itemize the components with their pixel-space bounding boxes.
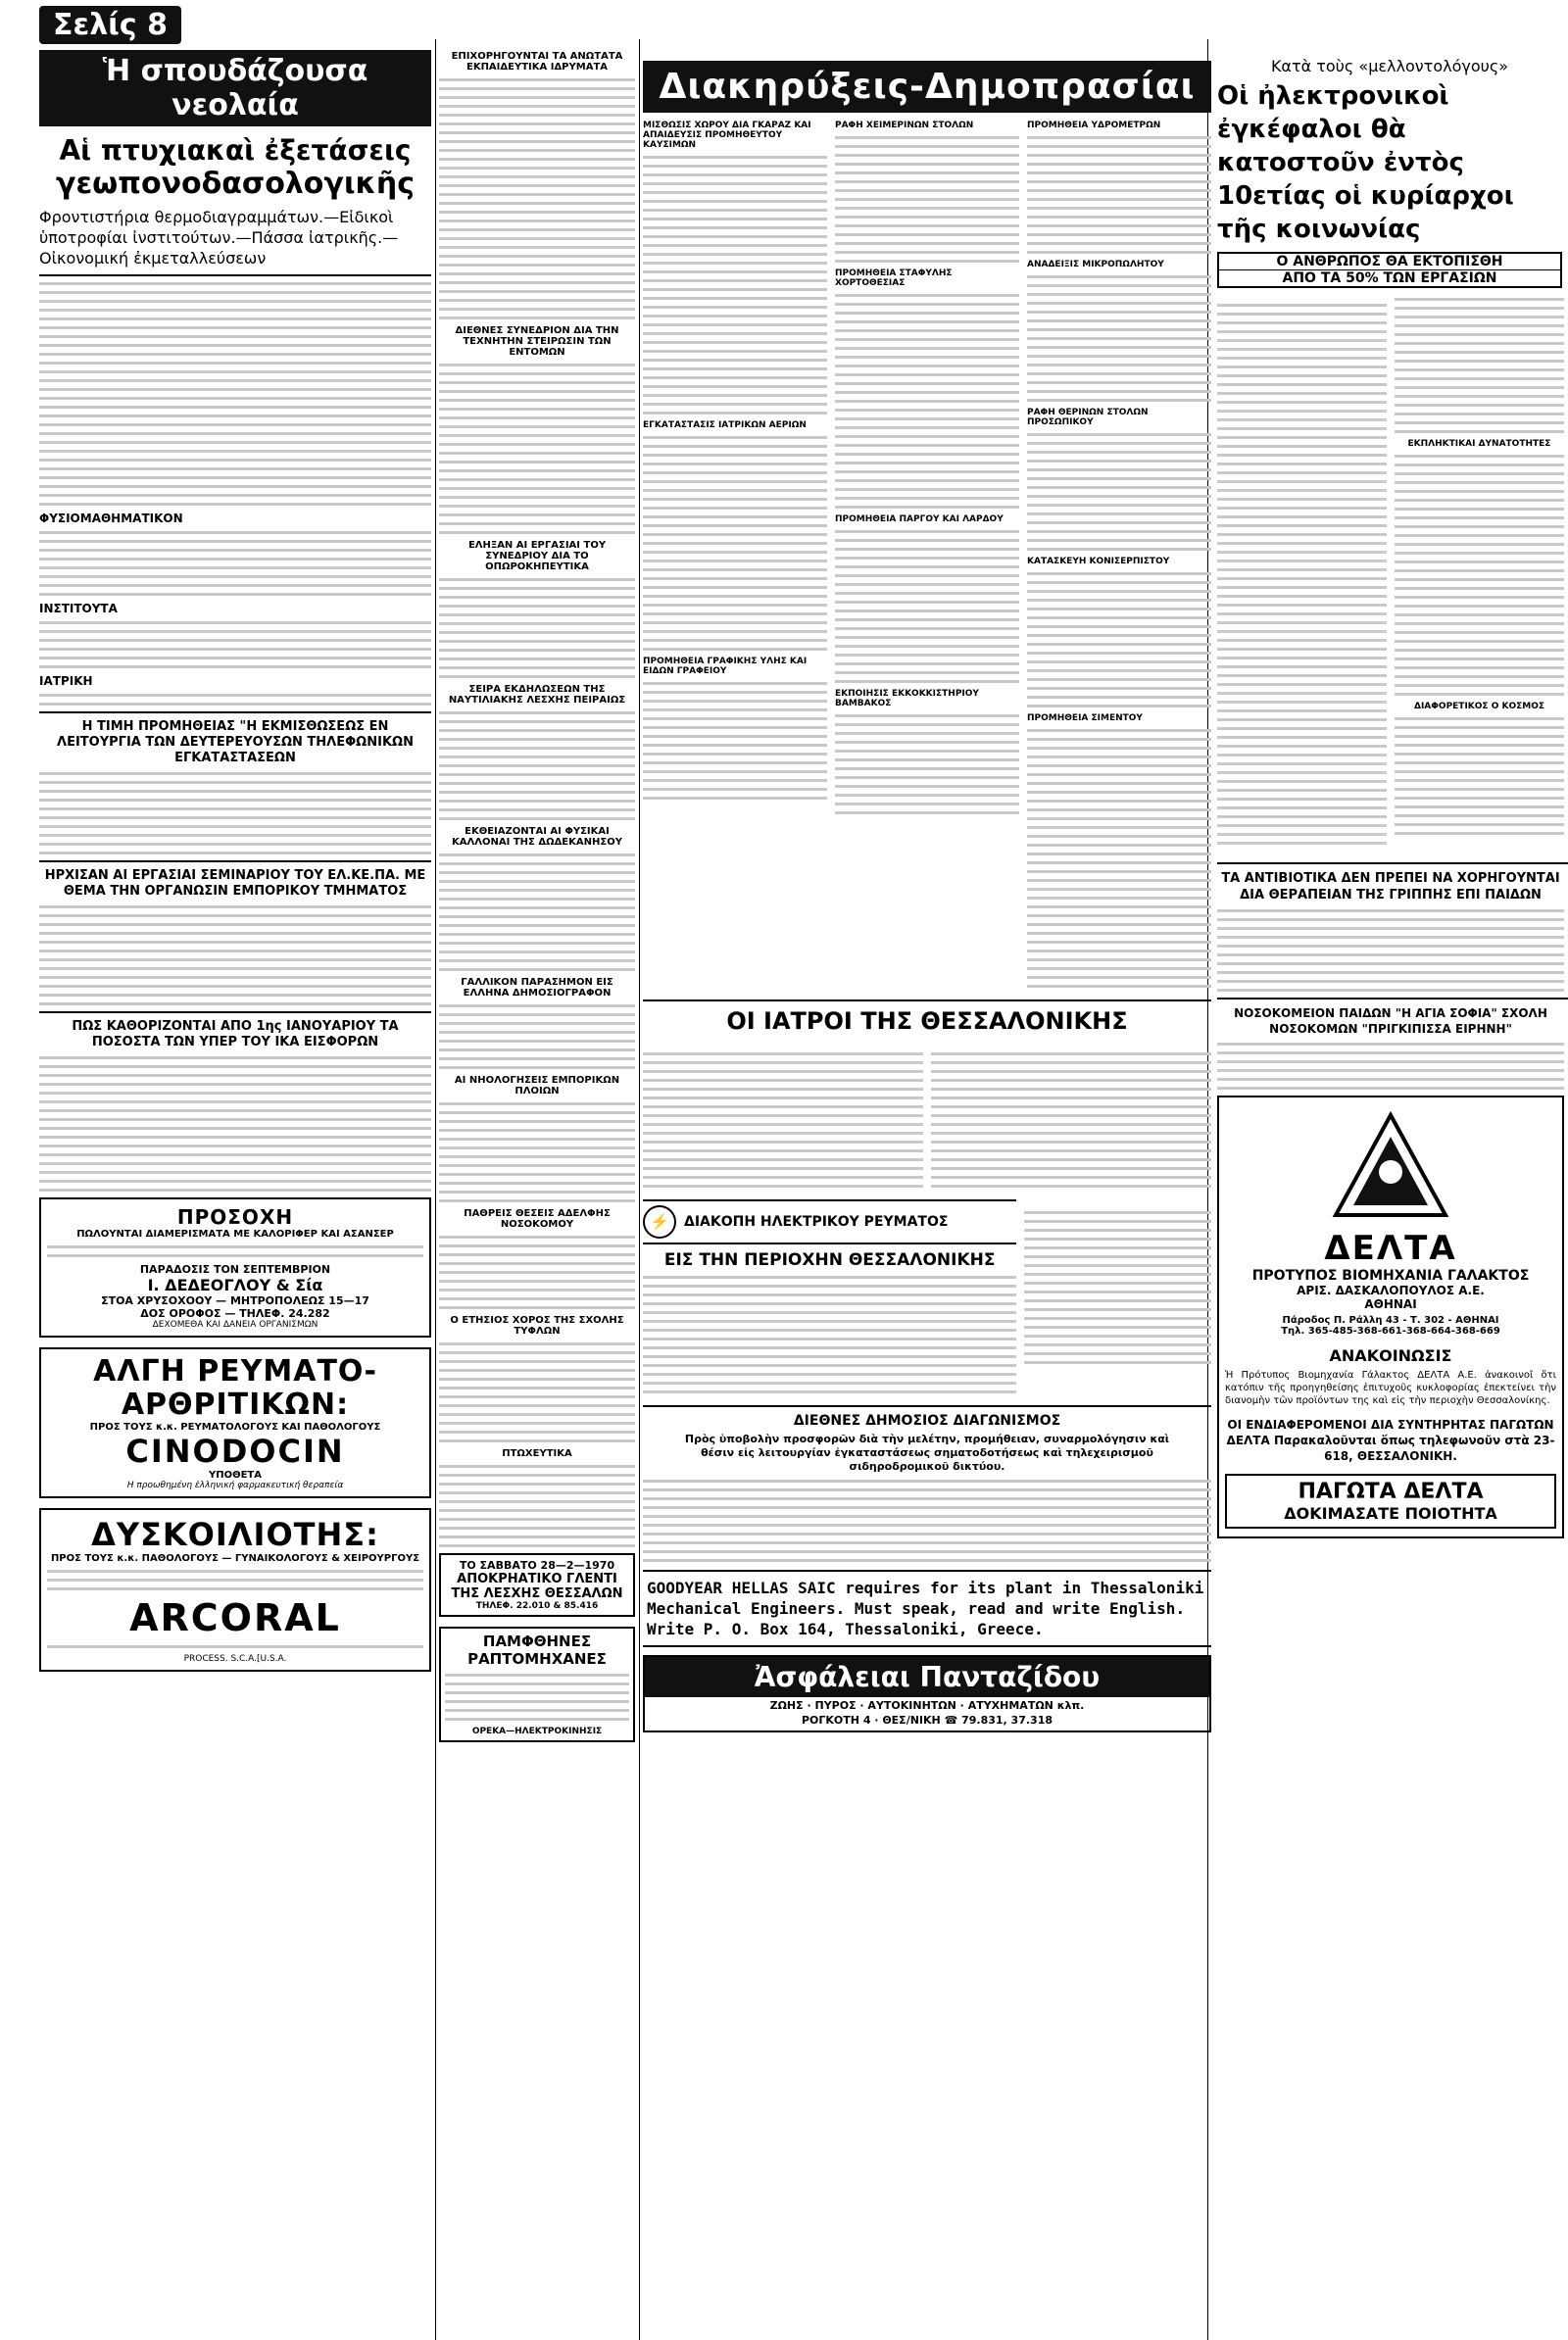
ad-dys-body xyxy=(47,1645,423,1648)
subhead-1: Ο ΑΝΘΡΩΠΟΣ ΘΑ ΕΚΤΟΠΙΣΘΗ xyxy=(1276,254,1503,269)
delta-owner: ΑΡΙΣ. ΔΑΣΚΑΛΟΠΟΥΛΟΣ Α.Ε. xyxy=(1297,1284,1485,1297)
ad-dyskoiliotis xyxy=(39,1508,431,1672)
section-title-text: Ἡ σπουδάζουσα νεολαία xyxy=(102,54,368,122)
ad-prosochi-phone: ΔΟΣ ΟΡΟΦΟΣ — ΤΗΛΕΦ. 24.282 xyxy=(140,1307,330,1320)
notice-body xyxy=(643,156,827,414)
notice-headline: ΑΝΑΔΕΙΞΙΣ ΜΙΚΡΟΠΩΛΗΤΟΥ xyxy=(1027,260,1164,269)
ad-pamfthones-body xyxy=(445,1674,629,1721)
kicker: Κατὰ τοὺς «μελλοντολόγους» xyxy=(1270,57,1509,75)
article-body xyxy=(439,1004,635,1069)
delta-footer xyxy=(1225,1474,1556,1529)
power-header xyxy=(643,1199,1016,1244)
article-body xyxy=(39,772,431,854)
power-area: ΕΙΣ ΤΗΝ ΠΕΡΙΟΧΗΝ ΘΕΣΣΑΛΟΝΙΚΗΣ xyxy=(663,1250,996,1270)
ad-pamfthones-title: ΠΑΜΦΘΗΝΕΣ ΡΑΠΤΟΜΗΧΑΝΕΣ xyxy=(467,1633,607,1668)
subheadline: Φροντιστήρια θερμοδιαγραμμάτων.—Εἰδικοὶ ὑποτροφίαι ἰνστιτούτων.—Πάσσα ἰατρικῆς.—Οἰκονομική ἐκμεταλλεύσεων xyxy=(39,208,399,268)
notice-body xyxy=(1027,136,1211,254)
column-4 xyxy=(1211,0,1568,1548)
ad-algi-subtitle: ΠΡΟΣ ΤΟΥΣ κ.κ. ΡΕΥΜΑΤΟΛΟΓΟΥΣ ΚΑΙ ΠΑΘΟΛΟΓΟΥΣ xyxy=(89,1422,381,1433)
article-headline: ΣΕΙΡΑ ΕΚΔΗΛΩΣΕΩΝ ΤΗΣ ΝΑΥΤΙΛΙΑΚΗΣ ΛΕΣΧΗΣ ΠΕΙΡΑΙΩΣ xyxy=(448,684,626,706)
divider xyxy=(1217,862,1568,864)
ad-pamfthones-firm: ΟΡΕΚΑ—ΗΛΕΚΤΡΟΚΙΝΗΣΙΣ xyxy=(471,1727,603,1736)
article-body xyxy=(39,905,431,1005)
power-body xyxy=(643,1276,1016,1393)
notice-body xyxy=(1027,572,1211,707)
article-headline: ΔΙΕΘΝΕΣ ΣΥΝΕΔΡΙΟΝ ΔΙΑ ΤΗΝ ΤΕΧΝΗΤΗΝ ΣΤΕΙΡΩΣΙΝ ΤΩΝ ΕΝΤΟΜΩΝ xyxy=(455,325,619,358)
article-body xyxy=(439,1342,635,1442)
delta-city: ΑΘΗΝΑΙ xyxy=(1364,1297,1417,1311)
subhead-iatriki: ΙΑΤΡΙΚΗ xyxy=(39,674,93,688)
article-headline-telephones: Η ΤΙΜΗ ΠΡΟΜΗΘΕΙΑΣ "Η ΕΚΜΙΣΘΩΣΕΩΣ ΕΝ ΛΕΙΤΟΥΡΓΙΑ ΤΩΝ ΔΕΥΤΕΡΕΥΟΥΣΩΝ ΤΗΛΕΦΩΝΙΚΩΝ ΕΓΚΑΤΑΣΤΑΣΕΩΝ xyxy=(57,719,414,765)
ad-prosochi-footer: ΔΕΧΟΜΕΘΑ ΚΑΙ ΔΑΝΕΙΑ ΟΡΓΑΝΙΣΜΩΝ xyxy=(152,1320,318,1330)
article-body xyxy=(39,531,431,596)
ad-dys-title: ΔΥΣΚΟΙΛΙΟΤΗΣ: xyxy=(91,1516,379,1553)
article-headline: ΓΑΛΛΙΚΟΝ ΠΑΡΑΣΗΜΟΝ ΕΙΣ ΕΛΛΗΝΑ ΔΗΜΟΣΙΟΓΡΑΦΟΝ xyxy=(461,977,613,999)
divider xyxy=(643,999,1211,1001)
notice-headline: ΠΡΟΜΗΘΕΙΑ ΣΤΑΦΥΛΗΣ ΧΟΡΤΟΘΕΣΙΑΣ xyxy=(835,268,953,288)
column-rule xyxy=(435,39,436,2340)
subhead-2: ΑΠΟ ΤΑ 50% ΤΩΝ ΕΡΓΑΣΙΩΝ xyxy=(1219,269,1560,286)
doctors-list-a xyxy=(643,1047,923,1194)
power-notice xyxy=(643,1199,1016,1399)
article-body-right xyxy=(1395,292,1564,856)
article-body xyxy=(1395,455,1564,696)
delta-address: Πάροδος Π. Ράλλη 43 - Τ. 302 - ΑΘΗΝΑΙ xyxy=(1282,1315,1499,1326)
notice-body xyxy=(1024,1205,1211,1393)
article-body xyxy=(1395,298,1564,433)
ad-algi-product: CINODOCIN xyxy=(125,1433,345,1470)
divider xyxy=(643,1405,1211,1407)
announce-title: ΑΝΑΚΟΙΝΩΣΙΣ xyxy=(1329,1346,1452,1365)
delta-footer-brand: ΠΑΓΩΤΑ ΔΕΛΤΑ xyxy=(1298,1480,1484,1504)
article-body xyxy=(1395,717,1564,835)
page-label xyxy=(39,6,181,44)
ad-dys-footer: PROCESS. S.C.A.[U.S.A. xyxy=(183,1654,287,1664)
ad-prosochi-delivery: ΠΑΡΑΔΟΣΙΣ ΤΟΝ ΣΕΠΤΕΜΒΡΙΟΝ xyxy=(139,1263,331,1276)
notice-headline: ΡΑΦΗ ΘΕΡΙΝΩΝ ΣΤΟΛΩΝ ΠΡΟΣΩΠΙΚΟΥ xyxy=(1027,408,1149,427)
subhead-box xyxy=(1217,252,1562,288)
delta-footer-slogan: ΔΟΚΙΜΑΣΑΤΕ ΠΟΙΟΤΗΤΑ xyxy=(1284,1504,1497,1523)
goodyear-ad: GOODYEAR HELLAS SAIC requires for its plant in Thessaloniki Mechanical Engineers. Must speak, read and write English. Write P. O. Box 164, Thessaloniki, Greece. xyxy=(643,1570,1211,1647)
power-section xyxy=(643,1199,1211,1399)
lightning-icon: ⚡ xyxy=(643,1205,676,1239)
column-1 xyxy=(39,0,431,1682)
article-headline-ika: ΠΩΣ ΚΑΘΟΡΙΖΟΝΤΑΙ ΑΠΟ 1ης ΙΑΝΟΥΑΡΙΟΥ ΤΑ ΠΟΣΟΣΤΑ ΤΩΝ ΥΠΕΡ ΤΟΥ ΙΚΑ ΕΙΣΦΟΡΩΝ xyxy=(72,1019,399,1049)
article-body xyxy=(39,621,431,668)
notice-headline: ΠΡΟΜΗΘΕΙΑ ΠΑΡΓΟΥ ΚΑΙ ΛΑΡΔΟΥ xyxy=(835,514,1004,524)
insurance-ad xyxy=(643,1655,1211,1732)
article-headline: Ο ΕΤΗΣΙΟΣ ΧΟΡΟΣ ΤΗΣ ΣΧΟΛΗΣ ΤΥΦΛΩΝ xyxy=(450,1315,624,1337)
article-body xyxy=(439,1102,635,1202)
article-body xyxy=(39,1056,431,1192)
article-body xyxy=(39,694,431,706)
tender-body xyxy=(643,1480,1211,1562)
insurance-subtitle: ΖΩΗΣ · ΠΥΡΟΣ · ΑΥΤΟΚΙΝΗΤΩΝ · ΑΤΥΧΗΜΑΤΩΝ κλπ. xyxy=(769,1699,1085,1712)
doctors-headline: ΟΙ ΙΑΤΡΟΙ ΤΗΣ ΘΕΣΣΑΛΟΝΙΚΗΣ xyxy=(726,1007,1128,1035)
ad-carnival-date: ΤΟ ΣΑΒΒΑΤΟ 28—2—1970 xyxy=(459,1559,615,1572)
ad-prosochi-title: ΠΡΟΣΟΧΗ xyxy=(176,1205,294,1229)
column-2 xyxy=(439,0,635,1752)
notice-body xyxy=(1027,433,1211,551)
article-headline: ΑΙ ΝΗΟΛΟΓΗΣΕΙΣ ΕΜΠΟΡΙΚΩΝ ΠΛΟΙΩΝ xyxy=(454,1075,620,1097)
article-body xyxy=(439,578,635,678)
notice-headline: ΠΡΟΜΗΘΕΙΑ ΥΔΡΟΜΕΤΡΩΝ xyxy=(1027,121,1161,130)
column-rule xyxy=(639,39,640,2340)
notice-headline: ΕΓΚΑΤΑΣΤΑΣΙΣ ΙΑΤΡΙΚΩΝ ΑΕΡΙΩΝ xyxy=(643,420,807,430)
subhead-institoutya: ΙΝΣΤΙΤΟΥΤΑ xyxy=(39,602,118,615)
ad-prosochi-address: ΣΤΟΑ ΧΡΥΣΟΧΟΟΥ — ΜΗΤΡΟΠΟΛΕΩΣ 15—17 xyxy=(101,1294,369,1307)
delta-phone: Τηλ. 365-485-368-661-368-664-368-669 xyxy=(1281,1326,1500,1337)
tender-text: Πρὸς ὑποβολὴν προσφορῶν διὰ τὴν μελέτην, προμήθειαν, συναρμολόγησιν καὶ θέσιν εἰς λειτουργίαν ἐγκαταστάσεως σηματοδοτήσεως καὶ τηλεχειρισμοῦ σιδηροδρομικοῦ δικτύου. xyxy=(684,1433,1170,1473)
notice-body xyxy=(835,294,1019,509)
ad-algi xyxy=(39,1347,431,1498)
article-headline-seminar: ΗΡΧΙΣΑΝ ΑΙ ΕΡΓΑΣΙΑΙ ΣΕΜΙΝΑΡΙΟΥ ΤΟΥ ΕΛ.ΚΕ.ΠΑ. ΜΕ ΘΕΜΑ ΤΗΝ ΟΡΓΑΝΩΣΙΝ ΕΜΠΟΡΙΚΟΥ ΤΜΗΜΑΤΟΣ xyxy=(44,868,426,899)
ad-prosochi-firm: Ι. ΔΕΔΕΟΓΛΟΥ & Σία xyxy=(147,1276,323,1294)
notice-body xyxy=(835,136,1019,263)
article-body xyxy=(439,711,635,820)
hospital-headline: ΝΟΣΟΚΟΜΕΙΟΝ ΠΑΙΔΩΝ "Η ΑΓΙΑ ΣΟΦΙΑ" ΣΧΟΛΗ ΝΟΣΟΚΟΜΩΝ "ΠΡΙΓΚΙΠΙΣΣΑ ΕΙΡΗΝΗ" xyxy=(1234,1006,1547,1036)
article-body xyxy=(439,853,635,971)
article-headline: ΕΚΘΕΙΑΖΟΝΤΑΙ ΑΙ ΦΥΣΙΚΑΙ ΚΑΛΛΟΝΑΙ ΤΗΣ ΔΩΔΕΚΑΝΗΣΟΥ xyxy=(452,826,622,848)
notices-col-c xyxy=(1027,121,1211,994)
notice-headline: ΕΚΠΟΙΗΣΙΣ ΕΚΚΟΚΚΙΣΤΗΡΙΟΥ ΒΑΜΒΑΚΟΣ xyxy=(835,689,979,708)
tender-headline: ΔΙΕΘΝΕΣ ΔΗΜΟΣΙΟΣ ΔΙΑΓΩΝΙΣΜΟΣ xyxy=(793,1413,1061,1429)
delta-ad xyxy=(1217,1096,1564,1538)
article-headline: ΠΑΘΡΕΙΣ ΘΕΣΕΙΣ ΑΔΕΛΦΗΣ ΝΟΣΟΚΟΜΟΥ xyxy=(464,1208,611,1230)
ad-dys-product: ARCORAL xyxy=(129,1596,341,1639)
announce-text: Ἡ Πρότυπος Βιομηχανία Γάλακτος ΔΕΛΤΑ Α.Ε. ἀνακοινοῖ ὅτι κατόπιν τῆς προηγηθείσης ἐπιτυχοῦς κυκλοφορίας ἐπεκτείνει τὴν διανομὴν τῶν προϊόντων της καὶ εἰς τὴν περιοχὴν Θεσσαλονίκης. xyxy=(1225,1370,1556,1406)
subhead-fysiomathimatikon: ΦΥΣΙΟΜΑΘΗΜΑΤΙΚΟΝ xyxy=(39,512,183,525)
ad-prosochi xyxy=(39,1197,431,1338)
ad-carnival-phone: ΤΗΛΕΦ. 22.010 & 85.416 xyxy=(475,1601,599,1611)
ad-pamfthones xyxy=(439,1627,635,1742)
headline-line-1: Αἱ πτυχιακαὶ ἐξετάσεις xyxy=(59,134,412,167)
antibiotics-headline: ΤΑ ΑΝΤΙΒΙΟΤΙΚΑ ΔΕΝ ΠΡΕΠΕΙ ΝΑ ΧΟΡΗΓΟΥΝΤΑΙ ΔΙΑ ΘΕΡΑΠΕΙΑΝ ΤΗΣ ΓΡΙΠΠΗΣ ΕΠΙ ΠΑΙΔΩΝ xyxy=(1221,871,1560,902)
column-3 xyxy=(643,0,1211,1732)
notice-body xyxy=(835,714,1019,814)
insurance-address: ΡΟΓΚΟΤΗ 4 · ΘΕΣ/ΝΙΚΗ ☎ 79.831, 37.318 xyxy=(801,1714,1054,1727)
notices-col-a xyxy=(643,121,827,994)
notice-headline: ΠΡΟΜΗΘΕΙΑ ΓΡΑΦΙΚΗΣ ΥΛΗΣ ΚΑΙ ΕΙΔΩΝ ΓΡΑΦΕΙΟΥ xyxy=(643,657,808,676)
ad-prosochi-body xyxy=(47,1245,423,1257)
notices-col-b xyxy=(835,121,1019,994)
notice-headline: ΜΙΣΘΩΣΙΣ ΧΩΡΟΥ ΔΙΑ ΓΚΑΡΑΖ ΚΑΙ ΑΠΑΙΔΕΥΣΙΣ ΠΡΟΜΗΘΕΥΤΟΥ ΚΑΥΣΙΜΩΝ xyxy=(643,121,811,150)
notice-headline: ΚΑΤΑΣΚΕΥΗ ΚΟΝΙΣΕΡΠΙΣΤΟΥ xyxy=(1027,557,1170,566)
article-headline: ΕΠΙΧΟΡΗΓΟΥΝΤΑΙ ΤΑ ΑΝΩΤΑΤΑ ΕΚΠΑΙΔΕΥΤΙΚΑ ΙΔΡΥΜΑΤΑ xyxy=(451,51,623,73)
notice-body xyxy=(835,530,1019,683)
ad-algi-title: ΑΛΓΗ ΡΕΥΜΑΤΟ-ΑΡΘΡΙΤΙΚΩΝ: xyxy=(93,1354,377,1422)
divider xyxy=(39,860,431,862)
ad-dys-subtitle: ΠΡΟΣ ΤΟΥΣ κ.κ. ΠΑΘΟΛΟΓΟΥΣ — ΓΥΝΑΙΚΟΛΟΓΟΥΣ & ΧΕΙΡΟΥΡΓΟΥΣ xyxy=(50,1553,420,1564)
ad-prosochi-line: ΠΩΛΟΥΝΤΑΙ ΔΙΑΜΕΡΙΣΜΑΤΑ ΜΕ ΚΑΛΟΡΙΦΕΡ ΚΑΙ ΑΣΑΝΣΕΡ xyxy=(76,1229,394,1240)
article-headline: ΠΤΩΧΕΥΤΙΚΑ xyxy=(502,1448,572,1459)
main-headline: Οἱ ἠλεκτρονικοὶ ἐγκέφαλοι θὰ κατοστοῦν ἐντὸς 10ετίας οἱ κυρίαρχοι τῆς κοινωνίας xyxy=(1217,81,1514,244)
headline-line-2: γεωπονοδασολογικῆς xyxy=(56,167,415,201)
article-body xyxy=(39,282,431,506)
ad-carnival-title: ΑΠΟΚΡΗΑΤΙΚΟ ΓΛΕΝΤΙ ΤΗΣ ΛΕΣΧΗΣ ΘΕΣΣΑΛΩΝ xyxy=(451,1572,623,1601)
article-body xyxy=(439,1465,635,1547)
subhead-world: ΔΙΑΦΟΡΕΤΙΚΟΣ Ο ΚΟΣΜΟΣ xyxy=(1413,702,1545,711)
ad-dys-body xyxy=(47,1570,423,1590)
notice-body xyxy=(1027,729,1211,988)
delta-logo-icon xyxy=(1332,1111,1449,1219)
ad-algi-form: ΥΠΟΘΕΤΑ xyxy=(208,1470,262,1481)
ad-algi-note: Η προωθημένη ἑλληνική φαρμακευτική θεραπεία xyxy=(126,1481,344,1490)
headline xyxy=(39,134,431,201)
article-body xyxy=(439,364,635,534)
section-title xyxy=(39,50,431,126)
notice-headline: ΡΑΦΗ ΧΕΙΜΕΡΙΝΩΝ ΣΤΟΛΩΝ xyxy=(835,121,974,130)
article-columns xyxy=(1217,292,1564,856)
article-headline: ΕΛΗΞΑΝ ΑΙ ΕΡΓΑΣΙΑΙ ΤΟΥ ΣΥΝΕΔΡΙΟΥ ΔΙΑ ΤΟ ΟΠΩΡΟΚΗΠΕΥΤΙΚΑ xyxy=(467,540,607,572)
notice-headline: ΠΡΟΜΗΘΕΙΑ ΣΙΜΕΝΤΟΥ xyxy=(1027,713,1143,723)
power-headline: ΔΙΑΚΟΠΗ ΗΛΕΚΤΡΙΚΟΥ ΡΕΥΜΑΤΟΣ xyxy=(684,1214,949,1230)
dealers-text: ΟΙ ΕΝΔΙΑΦΕΡΟΜΕΝΟΙ ΔΙΑ ΣΥΝΤΗΡΗΤΑΣ ΠΑΓΩΤΩΝ ΔΕΛΤΑ Παρακαλοῦνται ὅπως τηλεφωνοῦν στὰ 23-618, ΘΕΣΣΑΛΟΝΙΚΗ. xyxy=(1226,1418,1555,1463)
notice-body xyxy=(1027,275,1211,402)
doctors-list-b xyxy=(931,1047,1211,1194)
article-body xyxy=(1217,298,1387,851)
section-banner xyxy=(643,61,1211,113)
notices-grid xyxy=(643,121,1211,994)
divider xyxy=(1217,998,1568,999)
doctors-listings xyxy=(643,1041,1211,1199)
notice-body xyxy=(643,436,827,651)
article-body xyxy=(439,78,635,319)
divider xyxy=(39,274,431,276)
delta-company: ΠΡΟΤΥΠΟΣ ΒΙΟΜΗΧΑΝΙΑ ΓΑΛΑΚΤΟΣ xyxy=(1251,1268,1530,1284)
article-body xyxy=(439,1236,635,1309)
insurance-title: Ἀσφάλειαι Πανταζίδου xyxy=(645,1657,1209,1697)
article-body xyxy=(1217,909,1564,992)
divider xyxy=(39,1011,431,1013)
article-body xyxy=(1217,1043,1564,1090)
delta-brand: ΔΕΛΤΑ xyxy=(1324,1229,1457,1268)
section-banner-text: Διακηρύξεις-Δημοπρασίαι xyxy=(659,67,1196,107)
subhead-possibilities: ΕΚΠΛΗΚΤΙΚΑΙ ΔΥΝΑΤΟΤΗΤΕΣ xyxy=(1407,439,1551,449)
notice-body xyxy=(643,682,827,800)
divider xyxy=(39,711,431,713)
ad-carnival xyxy=(439,1553,635,1617)
page-label-text: Σελίς 8 xyxy=(53,8,168,42)
